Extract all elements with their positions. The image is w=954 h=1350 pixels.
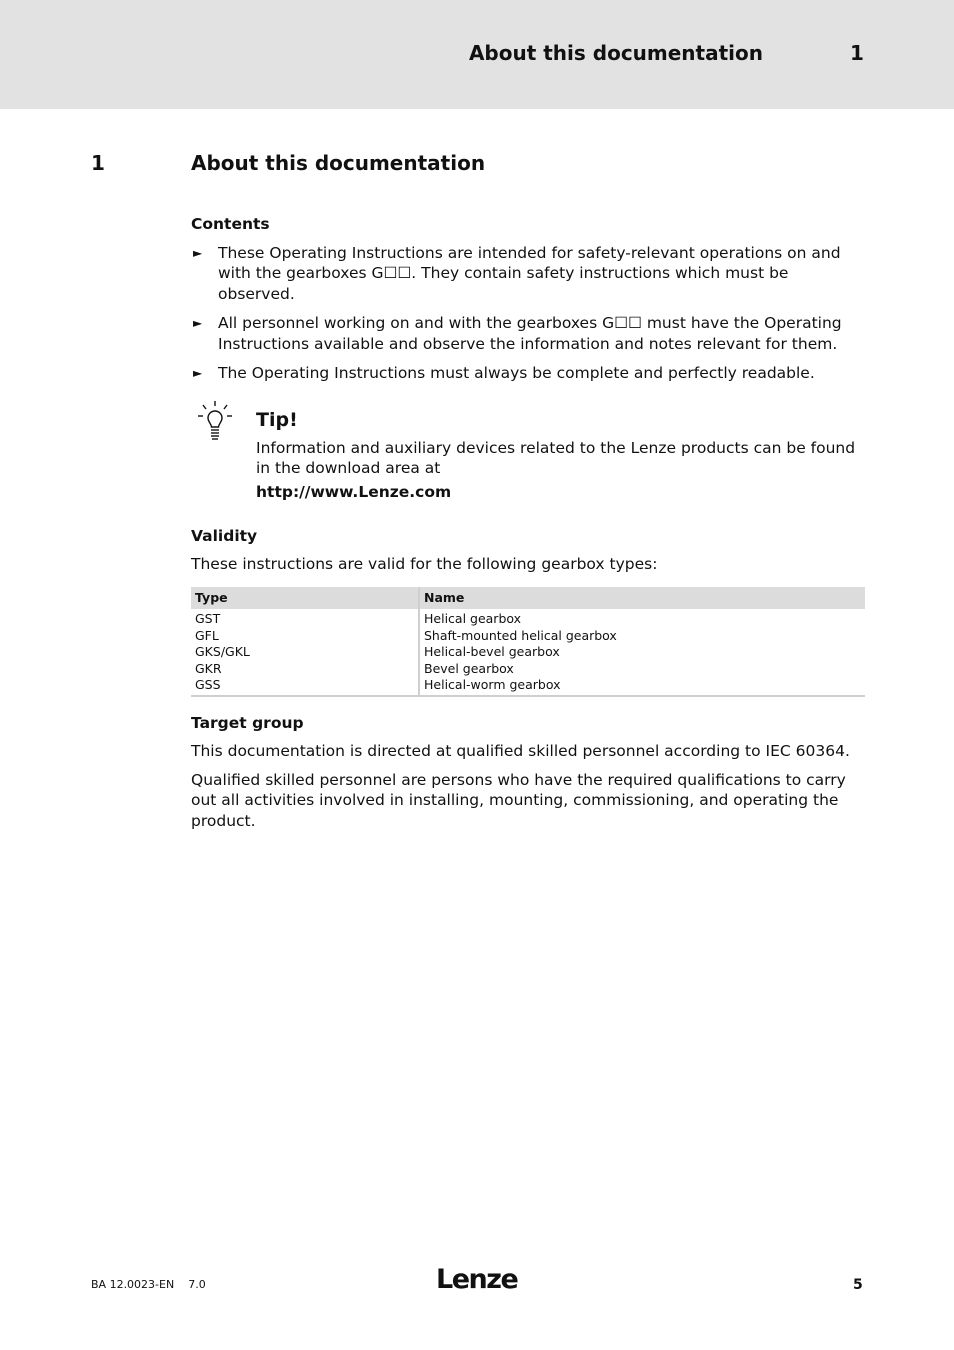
page-number: 5 xyxy=(853,1277,863,1293)
lenze-logo: Lenze xyxy=(436,1264,518,1295)
main-content xyxy=(191,214,863,839)
header-chapter-number: 1 xyxy=(850,41,864,65)
type-cell: GST xyxy=(191,609,419,628)
table-row xyxy=(191,628,865,645)
target-group-paragraph: Qualified skilled personnel are persons who have the required qualifications to carry out all activities involved in installing, mounting, commissioning, and operating the product. xyxy=(191,770,846,830)
type-cell: GSS xyxy=(191,677,419,696)
list-item-text: These Operating Instructions are intended for safety-relevant operations on and with the gearboxes G☐☐. They contain safety instructions which must be observed. xyxy=(218,243,841,303)
name-cell: Bevel gearbox xyxy=(424,660,514,676)
contents-list xyxy=(191,243,863,384)
column-header-type: Type xyxy=(191,587,419,610)
validity-text: These instructions are valid for the following gearbox types: xyxy=(191,555,658,573)
list-item xyxy=(191,313,863,354)
name-cell: Helical gearbox xyxy=(424,611,522,626)
type-cell: GFL xyxy=(191,628,419,645)
column-header-name: Name xyxy=(419,587,865,610)
bullet-arrow-icon: ► xyxy=(193,316,203,330)
validity-heading: Validity xyxy=(191,526,258,545)
target-group-paragraph: This documentation is directed at qualified skilled personnel according to IEC 60364. xyxy=(191,742,850,760)
table-row xyxy=(191,661,865,678)
tip-heading: Tip! xyxy=(256,408,298,431)
table-row xyxy=(191,644,865,661)
list-item xyxy=(191,243,863,305)
bullet-arrow-icon: ► xyxy=(193,366,203,380)
name-cell: Helical-bevel gearbox xyxy=(424,644,560,659)
type-cell: GKR xyxy=(191,661,419,678)
table-header-row xyxy=(191,587,865,610)
list-item-text: All personnel working on and with the gearboxes G☐☐ must have the Operating Instructions available and observe the information and notes relevant for them. xyxy=(218,314,842,353)
chapter-title: About this documentation xyxy=(191,151,486,175)
table-row xyxy=(191,609,865,628)
type-cell: GKS/GKL xyxy=(191,644,419,661)
target-group-heading: Target group xyxy=(191,713,304,732)
page-header xyxy=(0,0,954,109)
name-cell: Shaft-mounted helical gearbox xyxy=(424,627,617,643)
list-item xyxy=(191,363,863,384)
list-item-text: The Operating Instructions must always be complete and perfectly readable. xyxy=(218,364,815,382)
tip-text: Information and auxiliary devices related to the Lenze products can be found in the download area at xyxy=(256,438,856,477)
bullet-arrow-icon: ► xyxy=(193,245,203,260)
table-row xyxy=(191,677,865,696)
lightbulb-icon xyxy=(195,400,235,442)
gearbox-types-table xyxy=(191,587,865,697)
header-title: About this documentation xyxy=(468,41,763,65)
doc-id: BA 12.0023-EN xyxy=(91,1278,175,1291)
doc-version: 7.0 xyxy=(188,1278,206,1291)
name-cell: Helical-worm gearbox xyxy=(419,677,865,696)
footer-doc-info xyxy=(91,1278,206,1291)
lenze-website-link[interactable]: http://www.Lenze.com xyxy=(256,482,452,501)
tip-box xyxy=(191,408,863,514)
contents-heading: Contents xyxy=(191,215,270,233)
chapter-number: 1 xyxy=(91,151,105,175)
